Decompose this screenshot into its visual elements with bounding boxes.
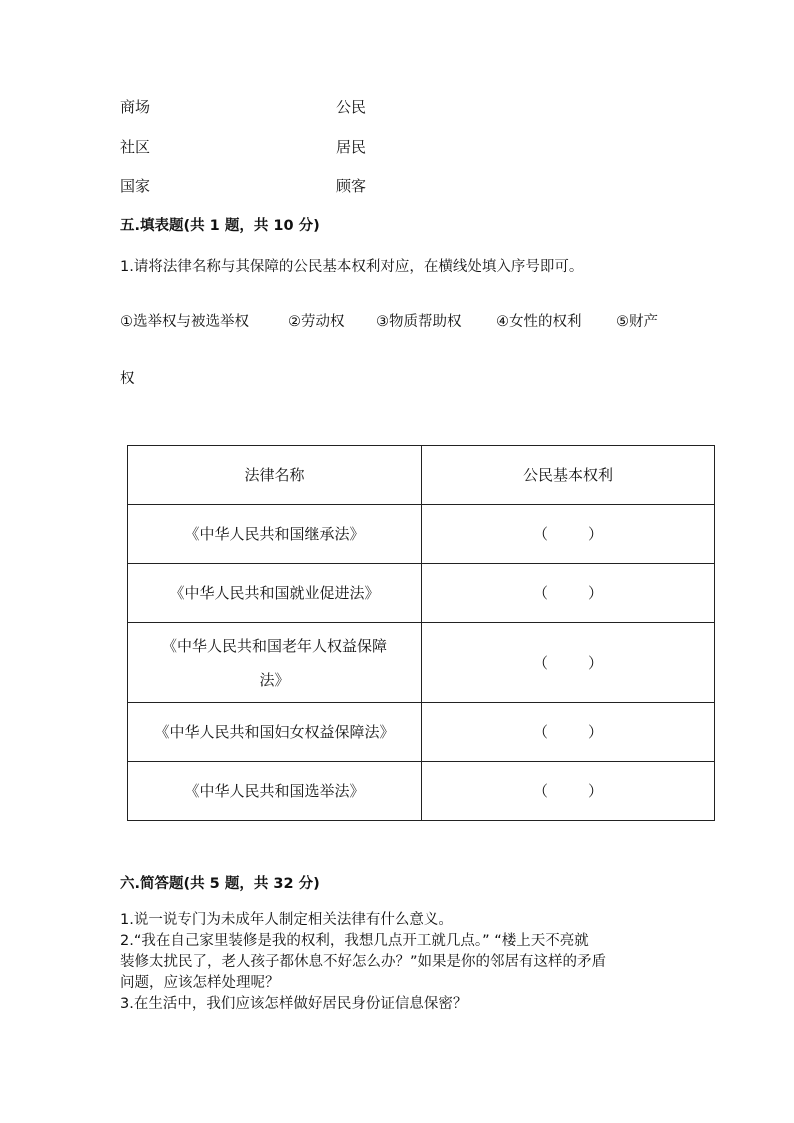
table-row <box>128 762 715 821</box>
answer-cell[interactable] <box>422 564 715 623</box>
section6-title: 六.简答题(共 5 题，共 32 分) <box>120 876 320 892</box>
table-row <box>128 505 715 564</box>
law-name-cell: 《中华人民共和国选举法》 <box>128 762 422 821</box>
match-right-2: 居民 <box>336 138 367 156</box>
header-basic-rights: 公民基本权利 <box>422 446 715 505</box>
table-row <box>128 564 715 623</box>
match-left-2: 社区 <box>120 138 151 156</box>
law-name-cell: 《中华人民共和国就业促进法》 <box>128 564 422 623</box>
question-line: 2.“我在自己家里装修是我的权利，我想几点开工就几点。” “楼上天不亮就 <box>120 933 589 949</box>
law-rights-table <box>127 445 715 821</box>
match-left-3: 国家 <box>120 177 151 195</box>
question-line: 问题，应该怎样处理呢？ <box>120 975 280 991</box>
question-line: 3.在生活中，我们应该怎样做好居民身份证信息保密？ <box>120 996 468 1012</box>
answer-cell[interactable] <box>422 623 715 703</box>
section5-question: 1.请将法律名称与其保障的公民基本权利对应，在横线处填入序号即可。 <box>120 259 584 275</box>
question-line: 装修太扰民了，老人孩子都休息不好怎么办？”如果是你的邻居有这样的矛盾 <box>120 954 607 970</box>
section6-questions <box>120 910 606 1015</box>
answer-blank: （ ） <box>533 723 603 741</box>
option-5-wrap: 权 <box>120 371 135 387</box>
question-line: 1.说一说专门为未成年人制定相关法律有什么意义。 <box>120 912 453 928</box>
header-law-name: 法律名称 <box>128 446 422 505</box>
option-4: ④女性的权利 <box>496 314 582 330</box>
answer-cell[interactable] <box>422 505 715 564</box>
table-row <box>128 703 715 762</box>
match-right-3: 顾客 <box>336 177 367 195</box>
option-2: ②劳动权 <box>288 314 345 330</box>
answer-blank: （ ） <box>533 525 603 543</box>
match-right-1: 公民 <box>336 98 367 116</box>
answer-cell[interactable] <box>422 762 715 821</box>
answer-blank: （ ） <box>533 584 603 602</box>
answer-blank: （ ） <box>533 782 603 800</box>
law-name-cell: 《中华人民共和国继承法》 <box>128 505 422 564</box>
option-3: ③物质帮助权 <box>376 314 462 330</box>
table-header-row <box>128 446 715 505</box>
law-name-cell: 《中华人民共和国老年人权益保障 法》 <box>128 623 422 703</box>
match-left-1: 商场 <box>120 98 151 116</box>
section5-title: 五.填表题(共 1 题，共 10 分) <box>120 218 320 234</box>
table-row <box>128 623 715 703</box>
option-5: ⑤财产 <box>616 314 658 330</box>
answer-blank: （ ） <box>533 653 603 672</box>
answer-cell[interactable] <box>422 703 715 762</box>
option-1: ①选举权与被选举权 <box>120 314 249 330</box>
law-name-cell: 《中华人民共和国妇女权益保障法》 <box>128 703 422 762</box>
